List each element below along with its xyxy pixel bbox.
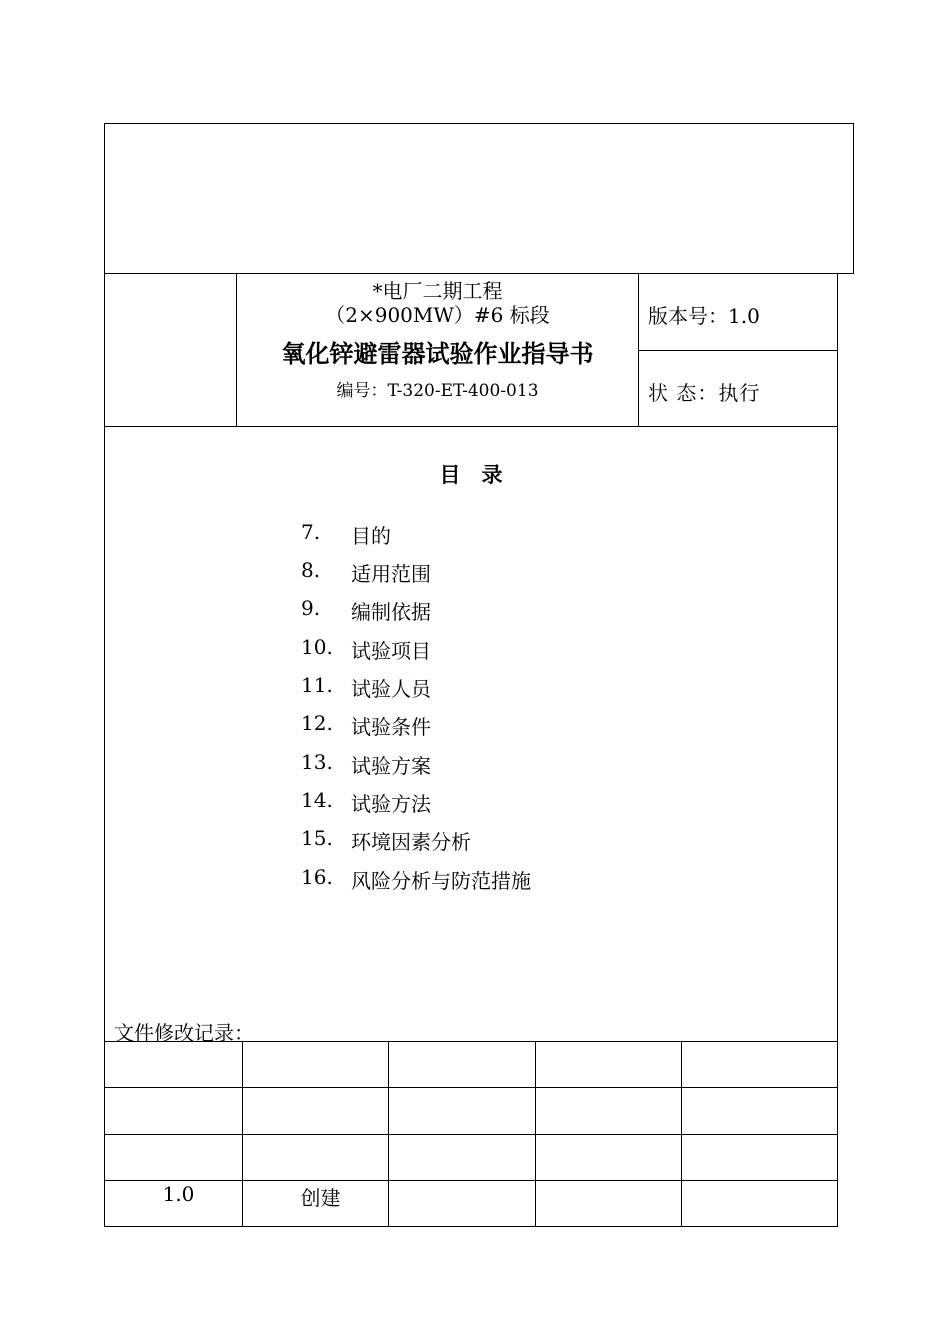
- top-blank-box: [104, 123, 854, 274]
- version-label: 版本号：1.0: [648, 304, 760, 328]
- revision-cell-description: 创建: [300, 1186, 341, 1210]
- toc-item-label: 试验方法: [351, 792, 431, 816]
- toc-item-num: 12.: [301, 711, 333, 735]
- revision-cell-version: 1.0: [162, 1182, 195, 1206]
- revision-table-line: [104, 1087, 838, 1088]
- toc-item-label: 风险分析与防范措施: [351, 869, 531, 893]
- revision-table-line: [837, 1041, 838, 1227]
- header-version-status-divider: [638, 350, 838, 351]
- toc-item-num: 13.: [301, 750, 333, 774]
- toc-item-label: 目的: [351, 524, 391, 548]
- toc-item-label: 环境因素分析: [351, 830, 471, 854]
- toc-item-num: 16.: [301, 865, 333, 889]
- toc-item-num: 10.: [301, 635, 333, 659]
- status-label: 状 态：执行: [648, 381, 761, 405]
- revision-record-label: 文件修改记录：: [114, 1021, 254, 1045]
- revision-table-line: [104, 1226, 838, 1227]
- toc-item-label: 试验条件: [351, 715, 431, 739]
- project-line1: *电厂二期工程: [372, 279, 503, 303]
- header-bottom-border: [104, 426, 838, 427]
- doc-title: 氧化锌避雷器试验作业指导书: [281, 339, 594, 368]
- toc-item-label: 适用范围: [351, 562, 431, 586]
- revision-table-line: [104, 1041, 838, 1042]
- toc-title: 目 录: [439, 462, 503, 487]
- header-left-border: [104, 273, 105, 427]
- revision-table-line: [104, 1180, 838, 1181]
- revision-table-line: [104, 1134, 838, 1135]
- toc-item-num: 7.: [301, 520, 321, 544]
- project-line2: （2×900MW）#6 标段: [325, 303, 550, 327]
- toc-item-label: 试验项目: [351, 639, 431, 663]
- doc-number: 编号：T-320-ET-400-013: [336, 381, 539, 401]
- toc-item-label: 试验方案: [351, 754, 431, 778]
- toc-item-label: 试验人员: [351, 677, 431, 701]
- toc-item-num: 8.: [301, 558, 321, 582]
- toc-item-num: 9.: [301, 596, 321, 620]
- toc-item-num: 11.: [301, 673, 333, 697]
- revision-table-line: [681, 1041, 682, 1227]
- revision-table-line: [535, 1041, 536, 1227]
- body-left-border: [104, 426, 105, 1042]
- toc-item-label: 编制依据: [351, 600, 431, 624]
- body-right-border: [837, 426, 838, 1042]
- toc-item-num: 14.: [301, 788, 333, 812]
- toc-item-num: 15.: [301, 826, 333, 850]
